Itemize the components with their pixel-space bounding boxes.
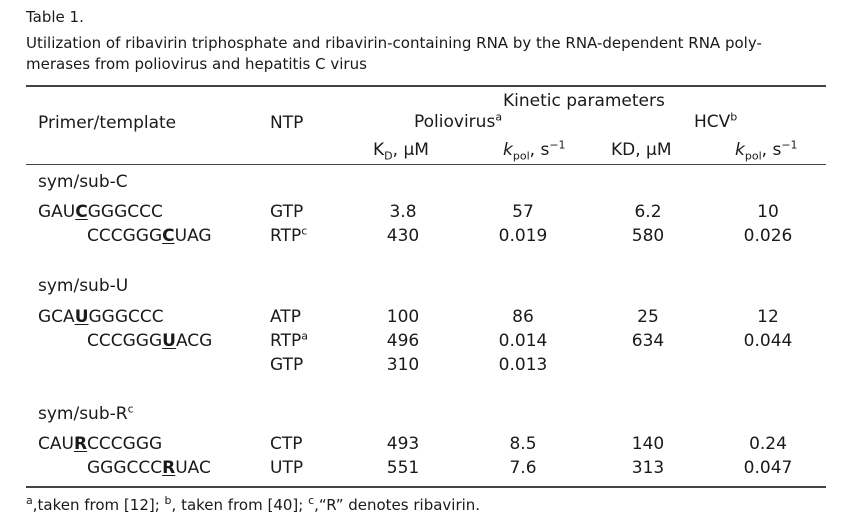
kpol-poliovirus-cell: 0.013: [498, 355, 548, 375]
sequence-primer: CAURCCCGGG: [38, 434, 163, 454]
kd-hcv-cell: 6.2: [634, 202, 662, 222]
kpol-hcv-cell: 0.047: [743, 458, 793, 478]
ntp-cell: GTP: [270, 202, 304, 222]
bottom-rule: [26, 486, 826, 488]
kd-poliovirus-cell: 430: [386, 226, 420, 246]
kd-hcv-cell: 634: [631, 331, 665, 351]
sequence-template: CCCGGGCUAG: [87, 226, 212, 246]
group-label-sym-sub-u: sym/sub-U: [38, 276, 129, 296]
group-label-sym-sub-r: sym/$sub-R^c$: [38, 402, 134, 424]
kpol-poliovirus-cell: 7.6: [509, 458, 537, 478]
kpol-hcv-cell: 10: [757, 202, 779, 222]
table-caption-line2: merases from poliovirus and hepatitis C virus: [26, 55, 367, 73]
kpol-hcv-cell: 0.044: [743, 331, 793, 351]
kpol-poliovirus-cell: 86: [512, 307, 534, 327]
kpol-hcv-cell: 0.026: [743, 226, 793, 246]
kd-poliovirus-cell: 3.8: [389, 202, 417, 222]
kd-hcv-cell: 580: [631, 226, 665, 246]
table-footnote: $^a$,taken from [12]; $^b$, taken from [40]; $^c$,“R” denotes ribavirin.: [26, 494, 481, 514]
ntp-cell: RTP$^c$: [270, 224, 308, 246]
ntp-cell: CTP: [270, 434, 303, 454]
kd-hcv-cell: 25: [637, 307, 659, 327]
header-primer-template: Primer/template: [38, 113, 177, 133]
kd-poliovirus-cell: 496: [386, 331, 420, 351]
kd-poliovirus-cell: 551: [386, 458, 420, 478]
kpol-hcv-cell: 12: [757, 307, 779, 327]
header-kd-hcv: KD, μM: [611, 140, 672, 160]
kd-hcv-cell: 313: [631, 458, 665, 478]
kd-poliovirus-cell: 493: [386, 434, 420, 454]
group-label-sym-sub-c: sym/sub-C: [38, 172, 128, 192]
table-label: Table 1.: [26, 8, 84, 26]
ntp-cell: GTP: [270, 355, 304, 375]
header-kpol-hcv: $k_{pol}$, $s^{-1}$: [735, 138, 798, 163]
table-caption-line1: Utilization of ribavirin triphosphate and ribavirin-containing RNA by the RNA-dependent RNA poly-: [26, 34, 762, 52]
sequence-primer: GCAUGGGCCC: [38, 307, 164, 327]
ntp-cell: RTP$^a$: [270, 329, 308, 351]
kpol-hcv-cell: 0.24: [749, 434, 787, 454]
header-kinetic-parameters: Kinetic parameters: [503, 91, 665, 111]
sequence-template: CCCGGGUACG: [87, 331, 213, 351]
header-poliovirus: Poliovirus$^a$: [414, 110, 503, 132]
kd-poliovirus-cell: 100: [386, 307, 420, 327]
header-kpol-poliovirus: $k_{pol}$, $s^{-1}$: [503, 138, 566, 163]
sequence-primer: GAUCGGGCCC: [38, 202, 163, 222]
header-ntp: NTP: [270, 113, 304, 133]
kpol-poliovirus-cell: 0.014: [498, 331, 548, 351]
header-kd-poliovirus: $K_D$, μM: [373, 140, 429, 163]
kpol-poliovirus-cell: 8.5: [509, 434, 537, 454]
ntp-cell: ATP: [270, 307, 301, 327]
header-hcv: HCV$^b$: [694, 110, 738, 132]
kd-poliovirus-cell: 310: [386, 355, 420, 375]
sequence-template: GGGCCCRUAC: [87, 458, 211, 478]
top-rule: [26, 85, 826, 87]
kd-hcv-cell: 140: [631, 434, 665, 454]
kpol-poliovirus-cell: 0.019: [498, 226, 548, 246]
header-rule: [26, 164, 826, 165]
ntp-cell: UTP: [270, 458, 304, 478]
kpol-poliovirus-cell: 57: [512, 202, 534, 222]
